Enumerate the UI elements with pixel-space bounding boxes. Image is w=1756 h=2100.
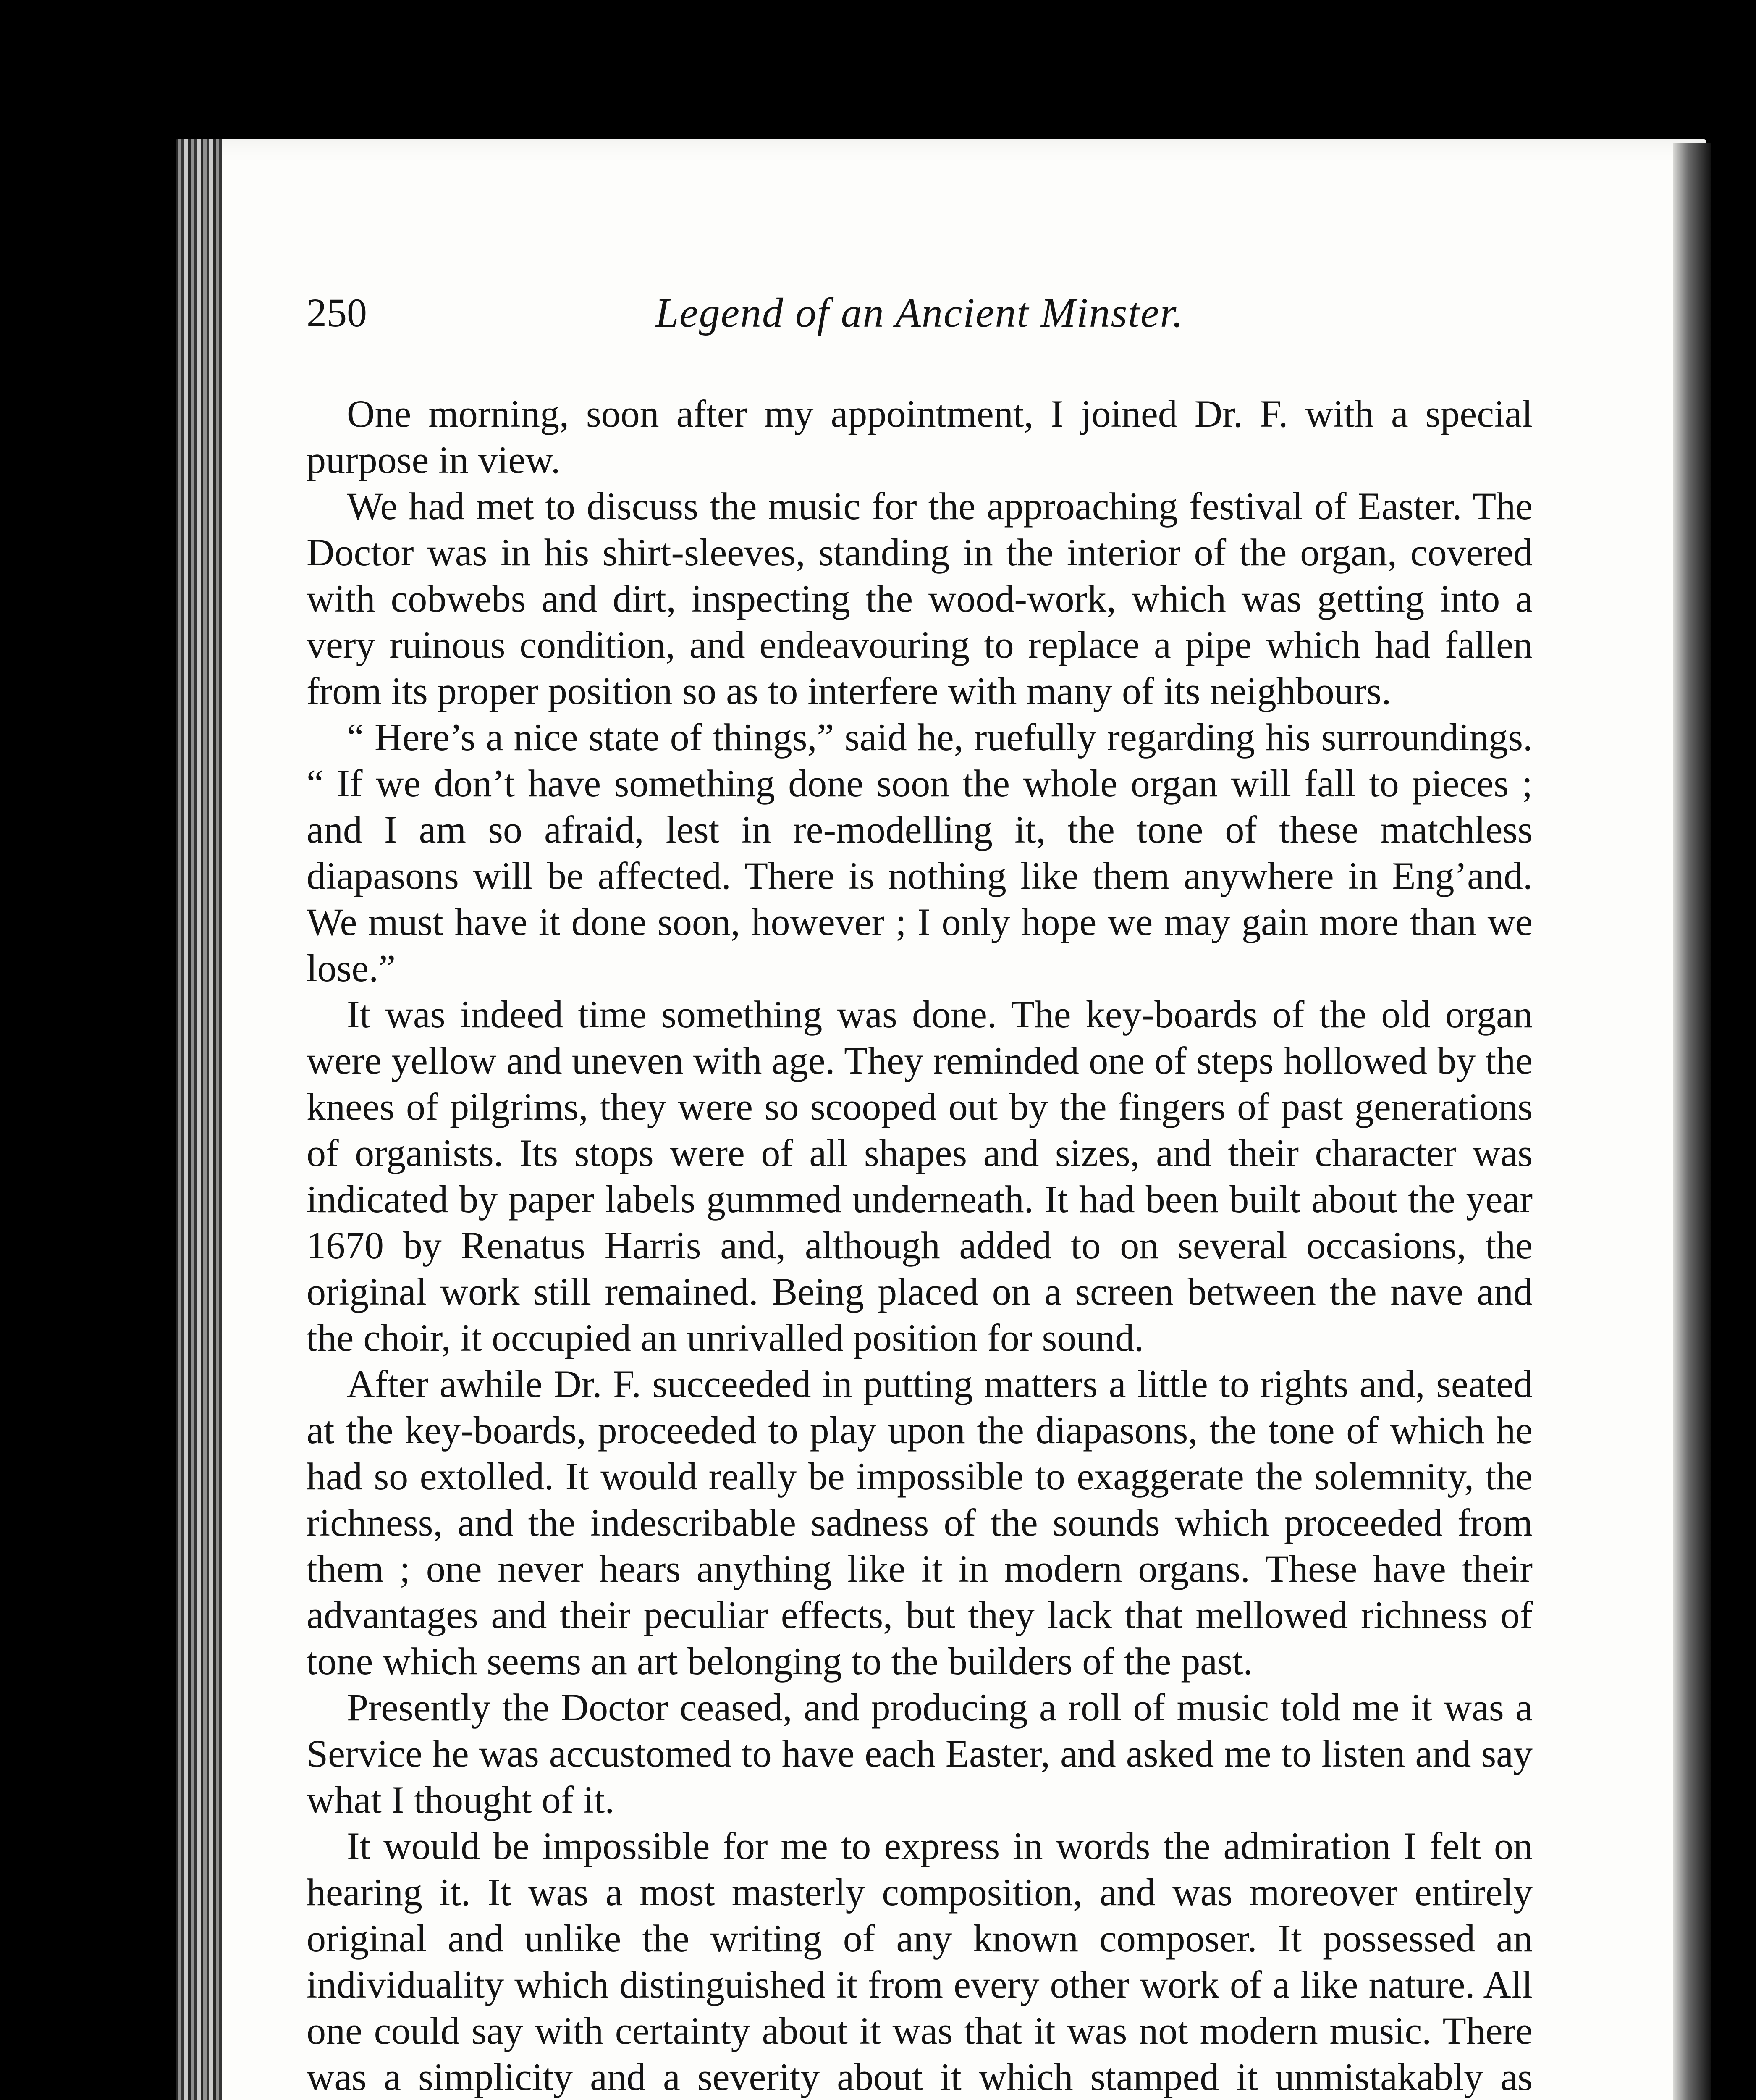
book-gutter xyxy=(176,139,222,2100)
paragraph-7: It would be impossible for me to express in words the admiration I felt on hearing it. It was a most masterly composition, and was moreover entirely original and unlike the writing of any known composer. It possessed an individuality which distinguished it from every other work of a like nature. All one could say with certainty about it was that it was not modern music. There was a simplicity and a severity about it which stamped it unmistakably as xyxy=(307,1824,1533,2098)
page-number: 250 xyxy=(307,290,367,335)
paragraph-3: “ Here’s a nice state of things,” said he, ruefully regarding his surroundings. “ If we don’t have something done soon the whole organ will fall to pieces ; and I am so afraid, lest in re-modelling it, the tone of these matchless diapasons will be affected. There is nothing like them anywhere in Eng’and. We must have it done soon, however ; I only hope we may gain more than we lose.” xyxy=(307,716,1533,990)
paragraph-4: It was indeed time something was done. The key-boards of the old organ were yellow and uneven with age. They reminded one of steps hollowed by the knees of pilgrims, they were so scooped out by the fingers of past generations of organists. Its stops were of all shapes and sizes, and their character was indicated by paper labels gummed underneath. It had been built about the year 1670 by Renatus Harris and, although added to on several occasions, the original work still remained. Being placed on a screen between the nave and the choir, it occupied an unrivalled position for sound. xyxy=(307,993,1533,1359)
running-title: Legend of an Ancient Minster. xyxy=(655,289,1184,336)
paragraph-2: We had met to discuss the music for the approaching festival of Easter. The Doctor was in his shirt-sleeves, standing in the interior of the organ, covered with cobwebs and dirt, inspecting the wood-work, which was getting into a very ruinous condition, and endeavouring to replace a pipe which had fallen from its proper position so as to interfere with many of its neighbours. xyxy=(307,485,1533,712)
page-edge-shadow xyxy=(1673,143,1711,2100)
paragraph-6: Presently the Doctor ceased, and producing a roll of music told me it was a Service he was accustomed to have each Easter, and asked me to listen and say what I thought of it. xyxy=(307,1686,1533,1821)
paragraph-1: One morning, soon after my appointment, I joined Dr. F. with a special purpose in view. xyxy=(307,392,1533,481)
paragraph-5: After awhile Dr. F. succeeded in putting matters a little to rights and, seated at the key-boards, proceeded to play upon the diapasons, the tone of which he had so extolled. It would really be impossible to exaggerate the solemnity, the richness, and the indescribable sadness of the sounds which proceeded from them ; one never hears anything like it in modern organs. These have their advantages and their peculiar effects, but they lack that mellowed richness of tone which seems an art belonging to the builders of the past. xyxy=(307,1362,1533,1683)
running-header xyxy=(307,290,1533,349)
page-text xyxy=(307,290,1533,2100)
